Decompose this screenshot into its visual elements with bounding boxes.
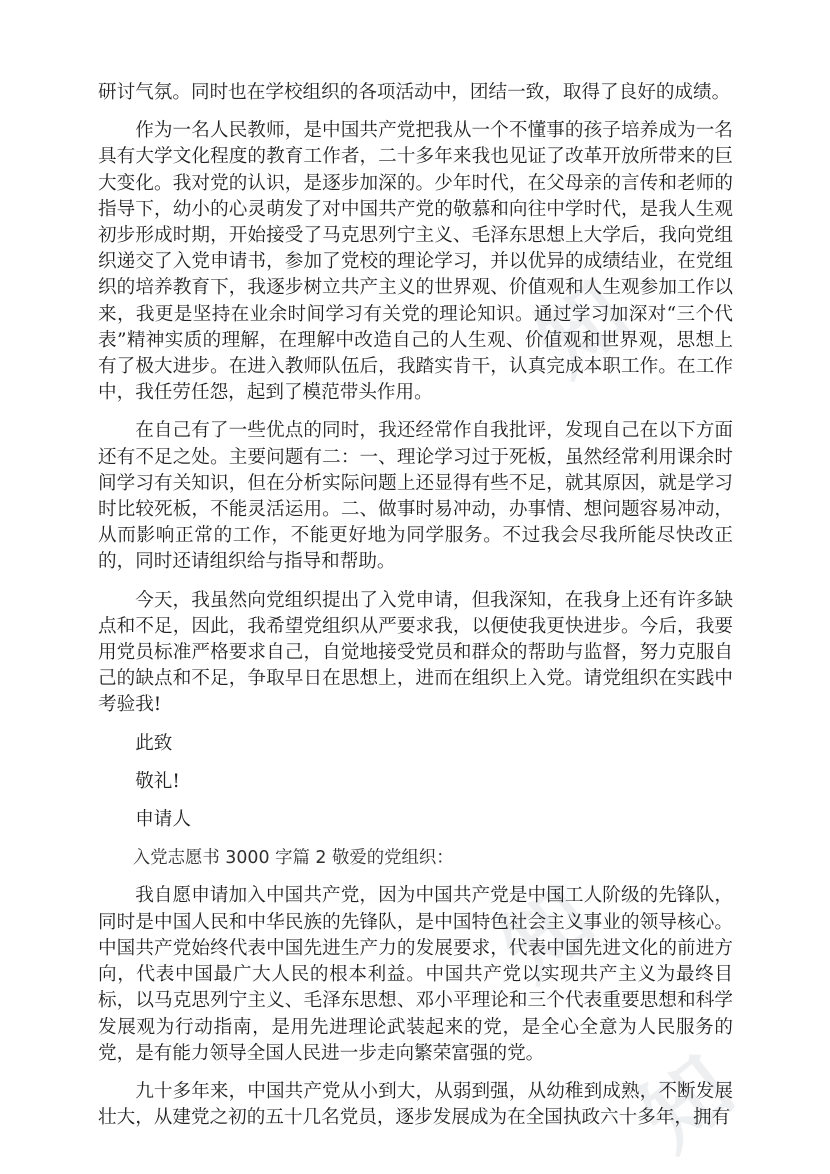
paragraph-teacher-background: 作为一名人民教师，是中国共产党把我从一个不懂事的孩子培养成为一名具有大学文化程度的教育工作者，二十多年来我也见证了改革开放所带来的巨大变化。我对党的认识，是逐步加深的。少年时代，在父母亲的言传和老师的指导下，幼小的心灵萌发了对中国共产党的敬慕和向往中学时代，是我人生观初步形成时期，开始接受了马克思列宁主义、毛泽东思想上大学后，我向党组织递交了入党申请书，参加了党校的理论学习，并以优异的成绩结业，在党组织的培养教育下，我逐步树立共产主义的世界观、价值观和人生观参加工作以来，我更是坚持在业余时间学习有关党的理论知识。通过学习加深对“三个代表”精神实质的理解，在理解中改造自己的人生观、价值观和世界观，思想上有了极大进步。在进入教师队伍后，我踏实肯干，认真完成本职工作。在工作中，我任劳任怨，起到了模范带头作用。 [98, 120, 733, 404]
watermark-mark: 知 [622, 1036, 754, 1170]
section-heading-part-2: 入党志愿书 3000 字篇 2 敬爱的党组织： [132, 848, 454, 869]
paragraph-ninety-years: 九十多年来，中国共产党从小到大，从弱到强，从幼稚到成熟，不断发展壮大，从建党之初的五十几名党员，逐步发展成为在全国执政六十多年，拥有 [98, 1080, 733, 1129]
paragraph-continuation: 研讨气氛。同时也在学校组织的各项活动中，团结一致，取得了良好的成绩。 [98, 82, 731, 103]
closing-line-applicant: 申请人 [135, 809, 191, 831]
closing-line-cizhi: 此致 [135, 732, 173, 754]
paragraph-application-today: 今天，我虽然向党组织提出了入党申请，但我深知，在我身上还有许多缺点和不足，因此，我希望党组织从严要求我，以便使我更快进步。今后，我要用党员标准严格要求自己，自觉地接受党员和群众的帮助与监督，努力克服自己的缺点和不足，争取早日在思想上，进而在组织上入党。请党组织在实践中考验我! [98, 589, 733, 716]
paragraph-voluntary-application: 我自愿申请加入中国共产党，因为中国共产党是中国工人阶级的先锋队，同时是中国人民和中华民族的先锋队，是中国特色社会主义事业的领导核心。中国共产党始终代表中国先进生产力的发展要求，代表中国先进文化的前进方向，代表中国最广大人民的根本利益。中国共产党以实现共产主义为最终目标，以马克思列宁主义、毛泽东思想、邓小平理论和三个代表重要思想和科学发展观为行动指南，是用先进理论武装起来的党，是全心全意为人民服务的党，是有能力领导全国人民进一步走向繁荣富强的党。 [98, 885, 733, 1064]
closing-line-salute: 敬礼! [135, 770, 180, 792]
watermark-mark: 知 [482, 866, 614, 1000]
watermark-mark: 知 [517, 261, 649, 395]
paragraph-self-criticism: 在自己有了一些优点的同时，我还经常作自我批评，发现自己在以下方面还有不足之处。主要问题有二：一、理论学习过于死板，虽然经常利用课余时间学习有关知识，但在分析实际问题上还显得有些不足，就其原因，就是学习时比较死板，不能灵活运用。二、做事时易冲动，办事情、想问题容易冲动，从而影响正常的工作，不能更好地为同学服务。不过我会尽我所能尽快改正的，同时还请组织给与指导和帮助。 [98, 420, 733, 573]
